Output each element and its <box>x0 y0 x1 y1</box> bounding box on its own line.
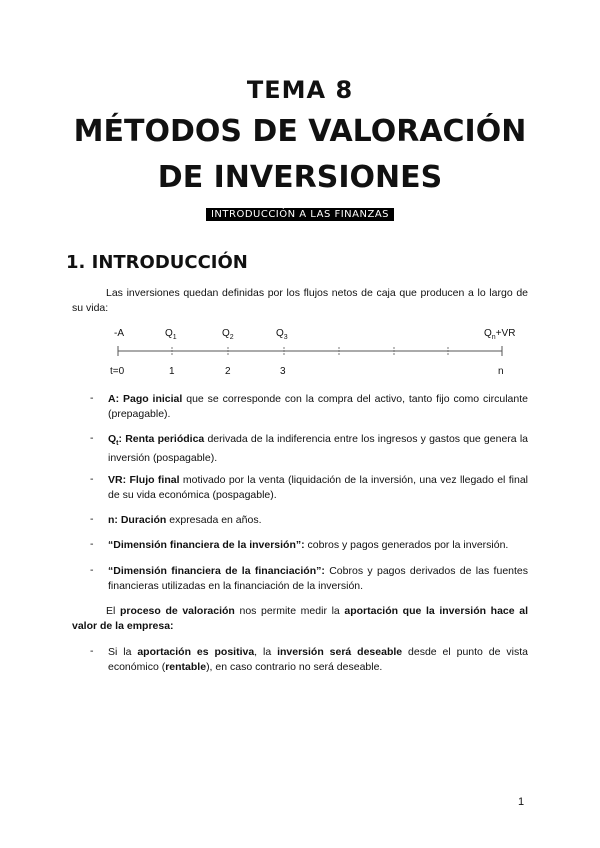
timeline-label-q3: $Q_3$ <box>276 328 288 341</box>
timeline-label-minus-a: -A <box>114 328 124 339</box>
timeline-axis <box>0 320 600 382</box>
timeline-label-n: n <box>498 366 504 377</box>
bullet-marker: - <box>90 564 94 576</box>
bullet-final-flow: VR: Flujo final motivado por la venta (liquidación de la inversión, una vez llegado el final de su vida económica (pospagable). <box>108 474 528 501</box>
timeline-label-3: 3 <box>280 366 286 377</box>
bullet-marker: - <box>90 513 94 525</box>
bullet-marker: - <box>90 645 94 657</box>
bullet-periodic-income: $Q_t$: Renta periódica derivada de la indiferencia entre los ingresos y gastos que genera la inversión (pospagable). <box>108 433 528 465</box>
subject-label: INTRODUCCIÓN A LAS FINANZAS <box>206 208 394 221</box>
bullet-marker: - <box>90 473 94 485</box>
timeline-label-qn-vr: $Q_n+VR$ <box>484 328 516 341</box>
timeline-label-t0: t=0 <box>110 366 125 377</box>
intro-paragraph: Las inversiones quedan definidas por los flujos netos de caja que producen a lo largo de su vida: <box>72 287 528 314</box>
bullet-marker: - <box>90 432 94 444</box>
bullet-financing-dimension: “Dimensión financiera de la financiación”: Cobros y pagos derivados de las fuentes financieras utilizadas en la financiación de la inversión. <box>108 565 529 592</box>
bullet-investment-dimension: “Dimensión financiera de la inversión”: cobros y pagos generados por la inversión. <box>108 539 509 551</box>
title-line-2: DE INVERSIONES <box>157 160 443 195</box>
bullet-marker: - <box>90 538 94 550</box>
page-number: 1 <box>518 796 525 808</box>
valuation-paragraph: El proceso de valoración nos permite medir la aportación que la inversión hace al valor de la empresa: <box>72 605 528 632</box>
cash-flow-timeline <box>0 320 600 382</box>
section-title: 1. INTRODUCCIÓN <box>66 252 248 273</box>
subject-banner <box>0 204 600 222</box>
tema-heading: TEMA 8 <box>246 76 354 104</box>
bullet-duration: n: Duración expresada en años. <box>108 514 262 526</box>
timeline-label-1: 1 <box>169 366 175 377</box>
bullet-positive-contribution: Si la aportación es positiva, la inversión será deseable desde el punto de vista económico (rentable), en caso contrario no será deseable. <box>108 646 528 673</box>
bullet-marker: - <box>90 392 94 404</box>
title-line-1: MÉTODOS DE VALORACIÓN <box>73 114 527 149</box>
timeline-label-2: 2 <box>225 366 231 377</box>
bullet-initial-payment: A: Pago inicial que se corresponde con la compra del activo, tanto fijo como circulante (prepagable). <box>108 393 528 420</box>
timeline-label-q1: $Q_1$ <box>165 328 177 341</box>
timeline-label-q2: $Q_2$ <box>222 328 234 341</box>
